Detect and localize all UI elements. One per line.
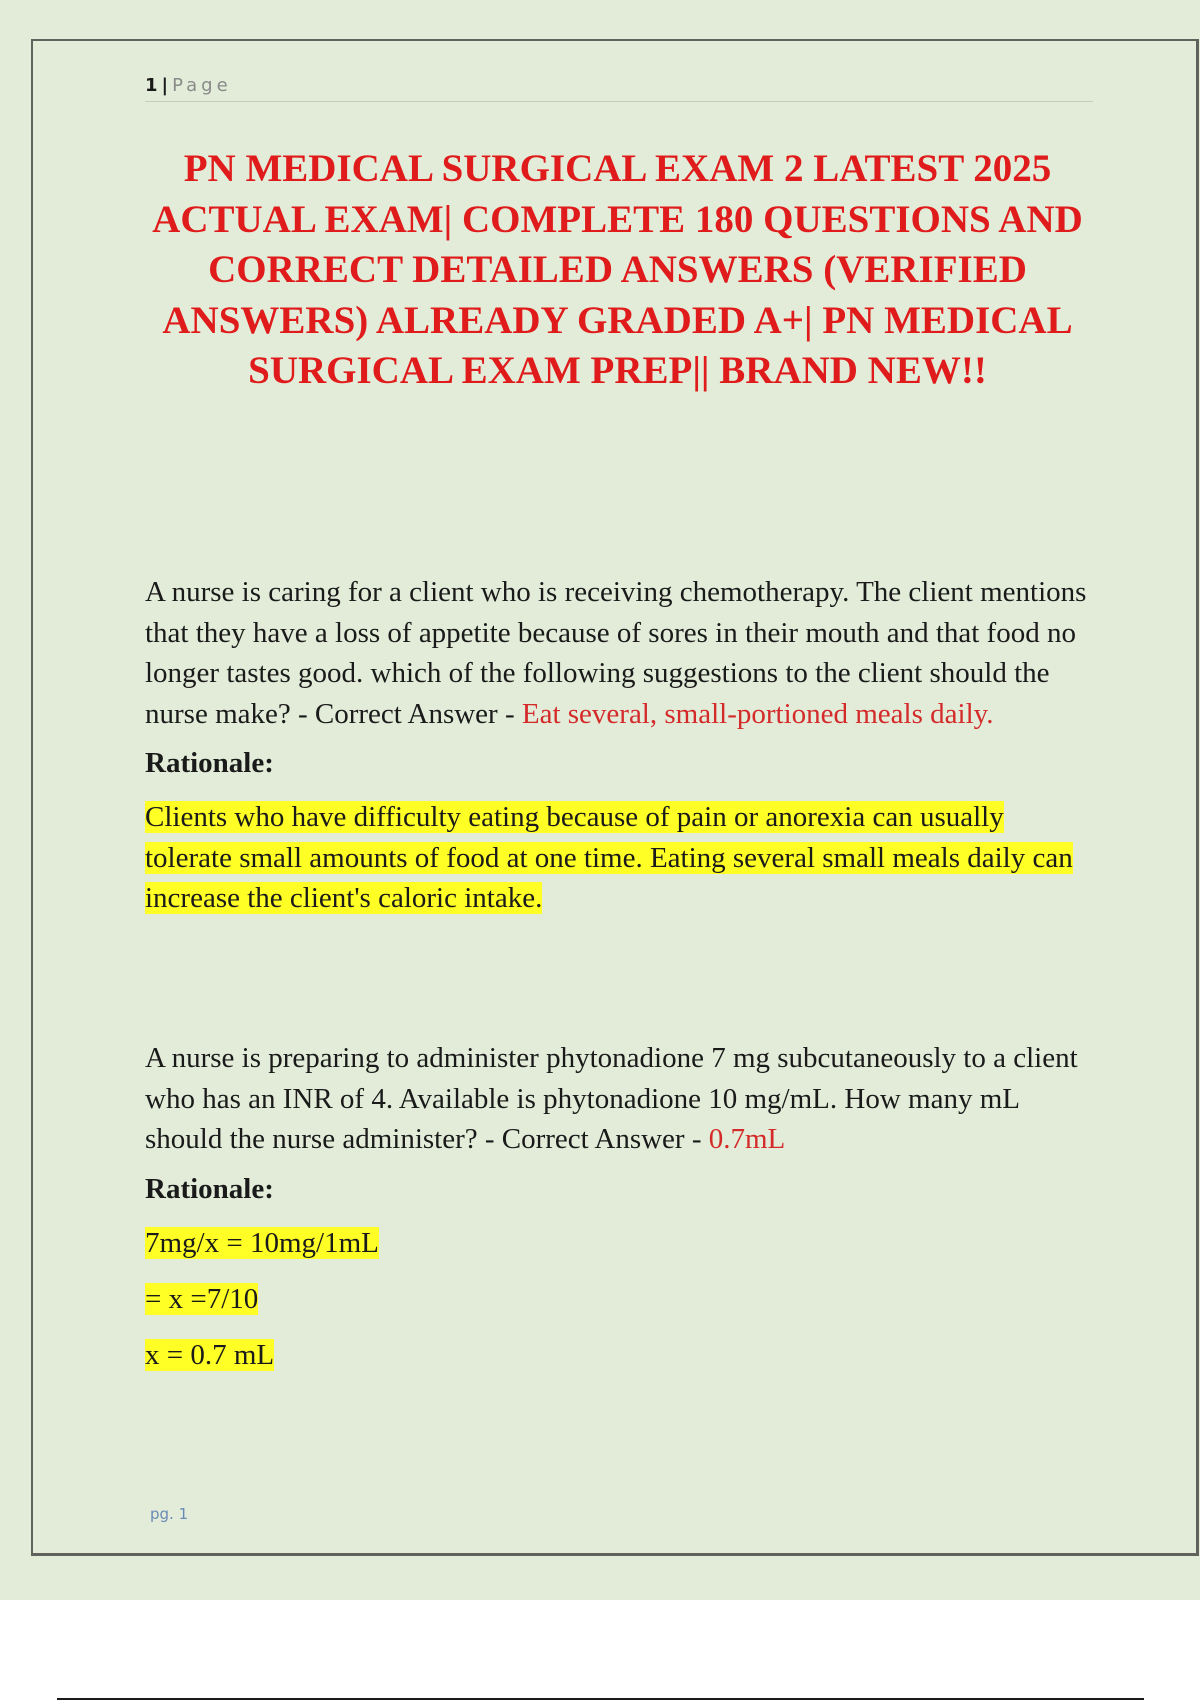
rationale-heading: Rationale: xyxy=(145,1172,274,1205)
header-separator: | xyxy=(161,75,169,96)
document-title: PN MEDICAL SURGICAL EXAM 2 LATEST 2025 ACTUAL EXAM| COMPLETE 180 QUESTIONS AND CORRECT DETAILED ANSWERS (VERIFIED ANSWERS) ALREADY GRADED A+| PN MEDICAL SURGICAL EXAM PREP|| BRAND NEW!! xyxy=(152,147,1083,392)
question-block-2 xyxy=(145,1038,1095,1375)
question-stem: A nurse is preparing to administer phytonadione 7 mg subcutaneously to a client who has an INR of 4. Available is phytonadione 10 mg/mL. How many mL should the nurse administer? - Correct Answer - xyxy=(145,1042,1078,1155)
correct-answer: 0.7mL xyxy=(708,1123,786,1155)
calculation-line xyxy=(145,1223,1095,1263)
calculation-line xyxy=(145,1279,1095,1319)
header-page-number: 1 xyxy=(145,75,158,96)
question-text xyxy=(145,1038,1095,1160)
rationale-heading: Rationale: xyxy=(145,747,274,779)
page-header xyxy=(145,72,1093,102)
calculation-line xyxy=(145,1335,1095,1375)
footer-page-label: pg. 1 xyxy=(150,1505,189,1523)
correct-answer: Eat several, small-portioned meals daily. xyxy=(521,697,994,730)
question-text xyxy=(145,572,1095,734)
question-stem: A nurse is caring for a client who is receiving chemotherapy. The client mentions that they have a loss of appetite because of sores in their mouth and that food no longer tastes good. which of the following suggestions to the client should the nurse make? - Correct Answer - xyxy=(145,576,1087,730)
header-page-word: Page xyxy=(172,75,232,96)
highlighted-calculation: = x =7/10 xyxy=(145,1282,259,1315)
rationale-text xyxy=(145,797,1095,919)
question-block-1 xyxy=(145,572,1095,919)
highlighted-calculation: 7mg/x = 10mg/1mL xyxy=(145,1226,379,1259)
highlighted-rationale: Clients who have difficulty eating because of pain or anorexia can usually tolerate small amounts of food at one time. Eating several small meals daily can increase the client's caloric intake. xyxy=(145,801,1073,914)
highlighted-calculation: x = 0.7 mL xyxy=(145,1338,275,1371)
